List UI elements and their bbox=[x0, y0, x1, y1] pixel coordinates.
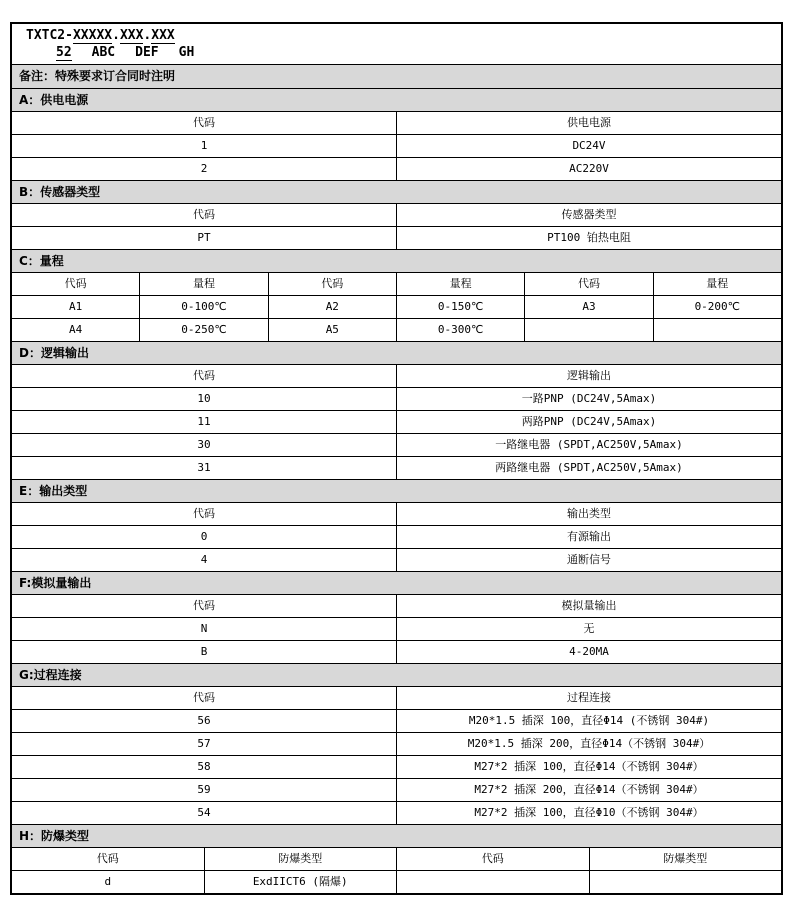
section-e-title: E：输出类型 bbox=[12, 479, 781, 502]
value-cell bbox=[589, 871, 782, 893]
table-row bbox=[12, 456, 781, 479]
model-group-2: XXX bbox=[119, 28, 144, 43]
column-header-code: 代码 bbox=[193, 369, 215, 382]
value-cell: M27*2 插深 100，直径Φ14（不锈钢 304#） bbox=[396, 756, 781, 778]
value-cell: AC220V bbox=[396, 158, 781, 180]
code-cell: 58 bbox=[197, 760, 211, 773]
column-header-code: 代码 bbox=[268, 273, 396, 295]
column-header-code: 代码 bbox=[524, 273, 652, 295]
value-cell: PT100 铂热电阻 bbox=[396, 227, 781, 249]
table-row bbox=[12, 709, 781, 732]
header-row bbox=[12, 594, 781, 617]
header-row bbox=[12, 686, 781, 709]
column-header-range: 量程 bbox=[139, 273, 267, 295]
code-part-gh: GH bbox=[178, 45, 195, 60]
order-code-sheet bbox=[10, 22, 783, 895]
value-cell: M20*1.5 插深 100，直径Φ14 (不锈钢 304#) bbox=[396, 710, 781, 732]
column-header-value: 模拟量输出 bbox=[396, 595, 781, 617]
code-cell: N bbox=[200, 622, 208, 635]
code-cell: 4 bbox=[200, 553, 208, 566]
table-row bbox=[12, 157, 781, 180]
section-c-title: C：量程 bbox=[12, 249, 781, 272]
section-a-title: A：供电电源 bbox=[12, 88, 781, 111]
section-d-title: D：逻辑输出 bbox=[12, 341, 781, 364]
code-cell: A1 bbox=[69, 300, 83, 313]
section-h-title: H：防爆类型 bbox=[12, 824, 781, 847]
table-row bbox=[12, 640, 781, 663]
column-header-value: 输出类型 bbox=[396, 503, 781, 525]
header-row bbox=[12, 847, 781, 870]
column-header-code: 代码 bbox=[193, 116, 215, 129]
code-part-def: DEF bbox=[135, 45, 159, 60]
section-g-title: G:过程连接 bbox=[12, 663, 781, 686]
code-example-line bbox=[26, 44, 781, 61]
column-header-code: 代码 bbox=[64, 277, 87, 290]
code-cell: 31 bbox=[197, 461, 211, 474]
value-cell: ExdIICT6 (隔爆) bbox=[204, 871, 397, 893]
column-header-code: 代码 bbox=[193, 507, 215, 520]
code-cell: 0 bbox=[200, 530, 208, 543]
header-row bbox=[12, 272, 781, 295]
code-part-abc: ABC bbox=[91, 45, 116, 60]
code-cell: 56 bbox=[197, 714, 211, 727]
table-row bbox=[12, 617, 781, 640]
code-cell bbox=[524, 319, 652, 341]
code-cell: A3 bbox=[524, 296, 652, 318]
table-row bbox=[12, 226, 781, 249]
note-band: 备注：特殊要求订合同时注明 bbox=[12, 64, 781, 88]
table-row bbox=[12, 318, 781, 341]
table-row bbox=[12, 732, 781, 755]
code-cell: 57 bbox=[197, 737, 211, 750]
column-header-value: 过程连接 bbox=[396, 687, 781, 709]
column-header-range: 量程 bbox=[653, 273, 781, 295]
code-cell: 1 bbox=[200, 139, 208, 152]
value-cell: 有源输出 bbox=[396, 526, 781, 548]
value-cell: 两路继电器 (SPDT,AC250V,5Amax) bbox=[396, 457, 781, 479]
table-row bbox=[12, 778, 781, 801]
model-dot-1: . bbox=[112, 28, 120, 43]
code-cell: 10 bbox=[197, 392, 211, 405]
value-cell: M20*1.5 插深 200，直径Φ14（不锈钢 304#） bbox=[396, 733, 781, 755]
column-header-value: 传感器类型 bbox=[396, 204, 781, 226]
header-row bbox=[12, 502, 781, 525]
range-cell: 0-200℃ bbox=[653, 296, 781, 318]
model-dot-2: . bbox=[143, 28, 152, 43]
value-cell: M27*2 插深 200，直径Φ14（不锈钢 304#） bbox=[396, 779, 781, 801]
model-code-block bbox=[12, 24, 781, 64]
code-cell: 30 bbox=[197, 438, 211, 451]
code-cell: d bbox=[104, 875, 112, 888]
header-row bbox=[12, 111, 781, 134]
value-cell: 无 bbox=[396, 618, 781, 640]
code-cell: B bbox=[200, 645, 208, 658]
model-number-line bbox=[26, 27, 781, 44]
value-cell: DC24V bbox=[396, 135, 781, 157]
model-group-3: XXX bbox=[151, 28, 175, 43]
section-b-title: B：传感器类型 bbox=[12, 180, 781, 203]
table-row bbox=[12, 433, 781, 456]
table-row bbox=[12, 387, 781, 410]
value-cell: 两路PNP (DC24V,5Amax) bbox=[396, 411, 781, 433]
code-cell: PT bbox=[197, 231, 211, 244]
code-cell: A4 bbox=[69, 323, 83, 336]
range-cell bbox=[653, 319, 781, 341]
table-row bbox=[12, 295, 781, 318]
range-cell: 0-250℃ bbox=[139, 319, 267, 341]
column-header-code: 代码 bbox=[193, 691, 215, 704]
table-row bbox=[12, 548, 781, 571]
value-cell: M27*2 插深 100，直径Φ10（不锈钢 304#） bbox=[396, 802, 781, 824]
section-f-title: F:模拟量输出 bbox=[12, 571, 781, 594]
column-header-value: 逻辑输出 bbox=[396, 365, 781, 387]
table-row bbox=[12, 755, 781, 778]
column-header-code: 代码 bbox=[96, 852, 119, 865]
code-cell: A5 bbox=[268, 319, 396, 341]
column-header-range: 量程 bbox=[396, 273, 524, 295]
column-header-value: 防爆类型 bbox=[589, 848, 782, 870]
column-header-value: 防爆类型 bbox=[204, 848, 397, 870]
table-row bbox=[12, 525, 781, 548]
code-cell: 2 bbox=[200, 162, 208, 175]
column-header-code: 代码 bbox=[193, 208, 215, 221]
value-cell: 一路PNP (DC24V,5Amax) bbox=[396, 388, 781, 410]
code-cell: A2 bbox=[268, 296, 396, 318]
code-part-52: 52 bbox=[56, 45, 72, 60]
table-row bbox=[12, 801, 781, 824]
code-cell: 54 bbox=[197, 806, 211, 819]
value-cell: 一路继电器 (SPDT,AC250V,5Amax) bbox=[396, 434, 781, 456]
column-header-value: 供电电源 bbox=[396, 112, 781, 134]
model-group-1: XXXXX bbox=[72, 28, 113, 43]
table-row bbox=[12, 410, 781, 433]
table-row bbox=[12, 870, 781, 893]
value-cell: 通断信号 bbox=[396, 549, 781, 571]
code-cell: 59 bbox=[197, 783, 211, 796]
table-row bbox=[12, 134, 781, 157]
value-cell: 4-20MA bbox=[396, 641, 781, 663]
range-cell: 0-100℃ bbox=[139, 296, 267, 318]
column-header-code: 代码 bbox=[193, 599, 215, 612]
range-cell: 0-300℃ bbox=[396, 319, 524, 341]
code-cell bbox=[396, 871, 589, 893]
model-prefix: TXTC2- bbox=[26, 28, 73, 43]
range-cell: 0-150℃ bbox=[396, 296, 524, 318]
column-header-code: 代码 bbox=[396, 848, 589, 870]
header-row bbox=[12, 203, 781, 226]
header-row bbox=[12, 364, 781, 387]
code-cell: 11 bbox=[197, 415, 211, 428]
